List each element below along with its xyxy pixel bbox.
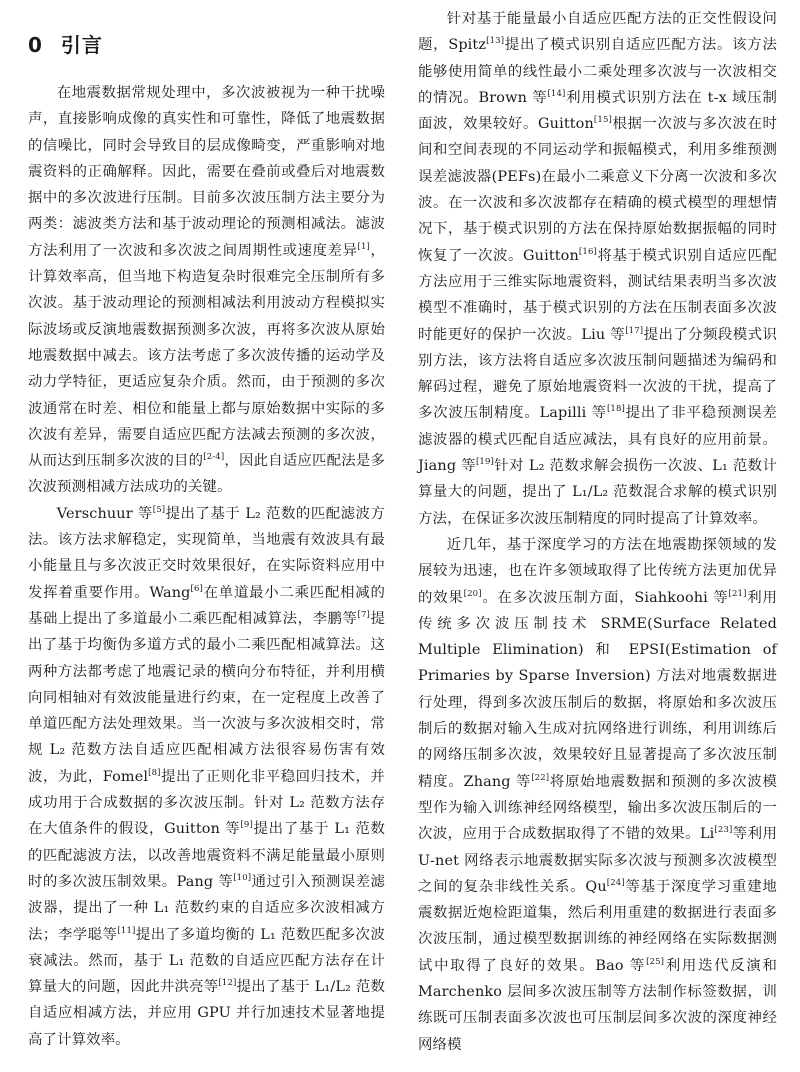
citation-ref: [20] — [463, 588, 482, 599]
citation-ref: [21] — [728, 588, 747, 599]
citation-ref: [12] — [218, 978, 237, 989]
citation-ref: [1] — [357, 241, 371, 252]
citation-ref: [19] — [475, 457, 495, 468]
citation-ref: [24] — [606, 878, 625, 888]
citation-ref: [18] — [606, 404, 626, 415]
citation-ref: [23] — [714, 825, 733, 836]
section-title: 引言 — [60, 33, 103, 57]
body-paragraph: 近几年，基于深度学习的方法在地震勘探领域的发展较为迅速，也在许多领域取得了比传统方法更加优异的效果[20]。在多次波压制方面，Siahkoohi 等[21]利用传统多次波压制技术 SRME(Surface Related Multiple Elimination) 和 EPSI(Estimation of Primaries by Sparse Inversion) 方法对地震数据进行处理，得到多次波压制后的数据，将原始和多次波压制后的数据对输入生成对抗网络进行训练，利用训练后的网络压制多次波，效果较好且显著提高了多次波压制精度。Zhang 等[22]将原始地震数据和预测的多次波模型作为输入训练神经网络模型，输出多次波压制后的一次波，应用于合成数据取得了不错的效果。Li[23]等利用 U-net 网络表示地震数据实际多次波与预测多次波模型之间的复杂非线性关系。Qu[24]等基于深度学习重建地震数据近炮检距道集，然后利用重建的数据进行表面多次波压制，通过模型数据训练的神经网络在实际数据测试中取得了良好的效果。Bao 等[25]利用迭代反演和 Marchenko 层间多次波压制等方法制作标签数据，训练既可压制表面多次波也可压制层间多次波的深度神经网络模 — [418, 536, 778, 1053]
citation-ref: [13] — [486, 36, 505, 47]
right-column — [418, 0, 777, 1058]
citation-ref: [22] — [531, 772, 550, 783]
citation-ref: [11] — [117, 925, 136, 936]
citation-ref: [5] — [152, 504, 166, 515]
citation-ref: [9] — [240, 820, 253, 831]
citation-ref: [6] — [190, 583, 204, 594]
body-paragraph: 针对基于能量最小自适应匹配方法的正交性假设问题，Spitz[13]提出了模式识别自适应匹配方法。该方法能够使用简单的线性最小二乘处理多次波与一次波相交的情况。Brown 等[14]利用模式识别方法在 t-x 域压制面波，效果较好。Guitton[15]根据一次波与多次波在时间和空间表现的不同运动学和振幅模式，利用多维预测误差滤波器(PEFs)在最小二乘意义下分离一次波和多次波。在一次波和多次波都存在精确的模式模型的理想情况下，基于模式识别的方法在保持原始数据振幅的同时恢复了一次波。Guitton[16]将基于模式识别自适应匹配方法应用于三维实际地震资料，测试结果表明当多次波模型不准确时，基于模式识别的方法在压制表面多次波时能更好的保护一次波。Liu 等[17]提出了分频段模式识别方法，该方法将自适应多次波压制问题描述为编码和解码过程，避免了原始地震资料一次波的干扰，提高了多次波压制精度。Lapilli 等[18]提出了非平稳预测误差滤波器的模式匹配自适应减法，具有良好的应用前景。Jiang 等[19]针对 L₂ 范数求解会损伤一次波、L₁ 范数计算量大的问题，提出了 L₁/L₂ 范数混合求解的模式识别方法，在保证多次波压制精度的同时提高了计算效率。 — [418, 11, 777, 527]
citation-ref: [25] — [646, 956, 665, 967]
citation-ref: [14] — [547, 89, 566, 100]
section-heading — [28, 31, 385, 59]
citation-ref: [7] — [357, 610, 371, 621]
citation-ref: [15] — [593, 115, 612, 126]
body-paragraph: Verschuur 等[5]提出了基于 L₂ 范数的匹配滤波方法。该方法求解稳定，实现简单，当地震有效波具有最小能量且与多次波正交时效果很好，在实际资料应用中发挥着重要作用。Wang[6]在单道最小二乘匹配相减的基础上提出了多道最小二乘匹配相减算法，李鹏等[7]提出了基于均衡伪多道方式的最小二乘匹配相减算法。这两种方法都考虑了地震记录的横向分布特征，并利用横向同相轴对有效波能量进行约束，在一定程度上改善了单道匹配方法处理效果。当一次波与多次波相交时，常规 L₂ 范数方法自适应匹配相减方法很容易伤害有效波，为此，Fomel[8]提出了正则化非平稳回归技术，并成功用于合成数据的多次波压制。针对 L₂ 范数方法存在大值条件的假设，Guitton 等[9]提出了基于 L₁ 范数的匹配滤波方法，以改善地震资料不满足能量最小原则时的多次波压制效果。Pang 等[10]通过引入预测误差滤波器，提出了一种 L₁ 范数约束的自适应多次波相减方法；李学聪等[11]提出了多道均衡的 L₁ 范数匹配多次波衰减法。然而，基于 L₁ 范数的自适应匹配方法存在计算量大的问题，因此井洪亮等[12]提出了基于 L₁/L₂ 范数自适应相减方法，并应用 GPU 并行加速技术显著地提高了计算效率。 — [28, 504, 386, 1048]
citation-ref: [17] — [625, 325, 644, 336]
citation-ref: [8] — [148, 767, 161, 778]
body-paragraph: 在地震数据常规处理中，多次波被视为一种干扰噪声，直接影响成像的真实性和可靠性，降低了地震数据的信噪比，同时会导致目的层成像畸变，严重影响对地震资料的正确解释。因此，需要在叠前或叠后对地震数据中的多次波进行压制。目前多次波压制方法主要分为两类：滤波类方法和基于波动理论的预测相减法。滤波方法利用了一次波和多次波之间周期性或速度差异[1]，计算效率高，但当地下构造复杂时很难完全压制所有多次波。基于波动理论的预测相减法利用波动方程模拟实际波场或反演地震数据预测多次波，再将多次波从原始地震数据中减去。该方法考虑了多次波传播的运动学及动力学特征，更适应复杂介质。然而，由于预测的多次波通常在时差、相位和能量上都与原始数据中实际的多次波有差异，需要自适应匹配方法减去预测的多次波，从而达到压制多次波的目的[2-4]，因此自适应匹配法是多次波预测相减方法成功的关键。 — [28, 85, 385, 496]
citation-ref: [2-4] — [203, 452, 225, 463]
section-number: 0 — [28, 33, 43, 57]
citation-ref: [10] — [233, 873, 252, 884]
citation-ref: [16] — [578, 246, 597, 257]
left-column — [28, 0, 385, 1053]
